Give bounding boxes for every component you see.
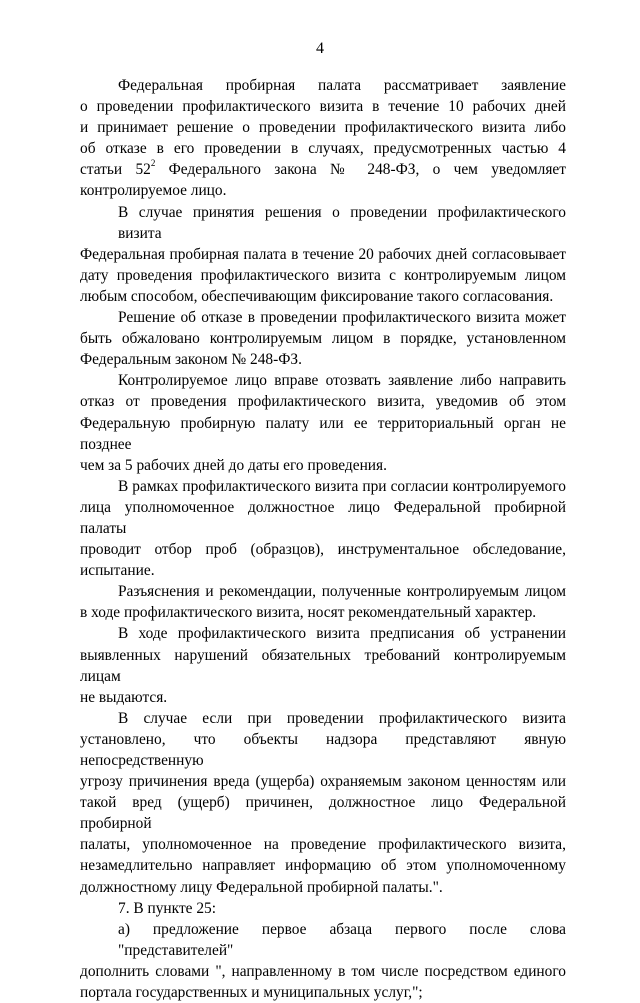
text-line: об отказе в его проведении в случаях, предусмотренных частью 4	[80, 140, 566, 158]
paragraph-application-review	[80, 75, 566, 202]
text-line: палаты, уполномоченное на проведение профилактического визита,	[80, 836, 566, 854]
text-line: портала государственных и муниципальных услуг,";	[80, 984, 423, 1002]
paragraph-recommendations	[80, 581, 566, 623]
text-line: В рамках профилактического визита при согласии контролируемого	[118, 477, 566, 495]
paragraph-application-withdrawal	[80, 370, 566, 475]
text-line: дату проведения профилактического визита с контролируемым лицом	[80, 266, 566, 284]
paragraph-item-7	[80, 898, 566, 919]
text-line: быть обжаловано контролируемым лицом в порядке, установленном	[80, 330, 566, 348]
page-number: 4	[316, 40, 324, 57]
text-segment: статьи 52	[80, 161, 151, 179]
text-line: лица уполномоченное должностное лицо Федеральной пробирной палаты	[80, 498, 566, 537]
text-line: дополнить словами ", направленному в том числе посредством единого	[80, 962, 566, 980]
text-line: в ходе профилактического визита, носят рекомендательный характер.	[80, 604, 537, 622]
paragraph-no-orders	[80, 623, 566, 707]
text-line: В ходе профилактического визита предписания об устранении	[118, 625, 566, 643]
text-line: Федеральную пробирную палату или ее территориальный орган не позднее	[80, 414, 566, 453]
text-line: незамедлительно направляет информацию об этом уполномоченному	[80, 857, 566, 875]
paragraph-item-7a	[80, 919, 566, 1003]
paragraph-sampling	[80, 476, 566, 581]
text-line: любым способом, обеспечивающим фиксирование такого согласования.	[80, 287, 554, 305]
text-line: такой вред (ущерб) причинен, должностное лицо Федеральной пробирной	[80, 794, 566, 833]
text-line: Решение об отказе в проведении профилактического визита может	[118, 309, 566, 327]
text-line: испытание.	[80, 562, 155, 580]
paragraph-refusal-appeal	[80, 307, 566, 370]
text-line: контролируемое лицо.	[80, 182, 227, 200]
text-line: В случае принятия решения о проведении профилактического визита	[118, 203, 566, 242]
text-line: установлено, что объекты надзора представляют явную непосредственную	[80, 730, 566, 769]
text-segment: Федерального закона № 248-ФЗ, о чем уведомляет	[168, 161, 566, 179]
text-line: отказ от проведения профилактического визита, уведомив об этом	[80, 393, 566, 411]
text-line: а) предложение первое абзаца первого после слова "представителей"	[118, 920, 566, 959]
text-line-with-superscript	[80, 159, 566, 180]
text-line: должностному лицу Федеральной пробирной палаты.".	[80, 878, 443, 896]
text-line: выявленных нарушений обязательных требований контролируемым лицам	[80, 646, 566, 685]
text-line: Федеральная пробирная палата в течение 20 рабочих дней согласовывает	[80, 245, 566, 263]
text-line: угрозу причинения вреда (ущерба) охраняемым законом ценностям или	[80, 773, 566, 791]
paragraph-immediate-threat	[80, 708, 566, 898]
text-line: о проведении профилактического визита в течение 10 рабочих дней	[80, 98, 566, 116]
document-body	[80, 75, 566, 1003]
text-line: не выдаются.	[80, 688, 168, 706]
text-line: и принимает решение о проведении профилактического визита либо	[80, 119, 566, 137]
text-line: чем за 5 рабочих дней до даты его проведения.	[80, 456, 387, 474]
text-line: Контролируемое лицо вправе отозвать заявление либо направить	[118, 372, 566, 390]
text-line: 7. В пункте 25:	[118, 899, 217, 917]
text-line: Разъяснения и рекомендации, полученные контролируемым лицом	[118, 583, 566, 601]
superscript: 2	[150, 158, 156, 169]
text-line: проводит отбор проб (образцов), инструментальное обследование,	[80, 541, 566, 559]
text-line: Федеральная пробирная палата рассматривает заявление	[118, 77, 566, 94]
text-line: Федеральным законом № 248-ФЗ.	[80, 351, 302, 369]
text-line: В случае если при проведении профилактического визита	[118, 709, 566, 727]
paragraph-visit-date-agreement	[80, 202, 566, 307]
